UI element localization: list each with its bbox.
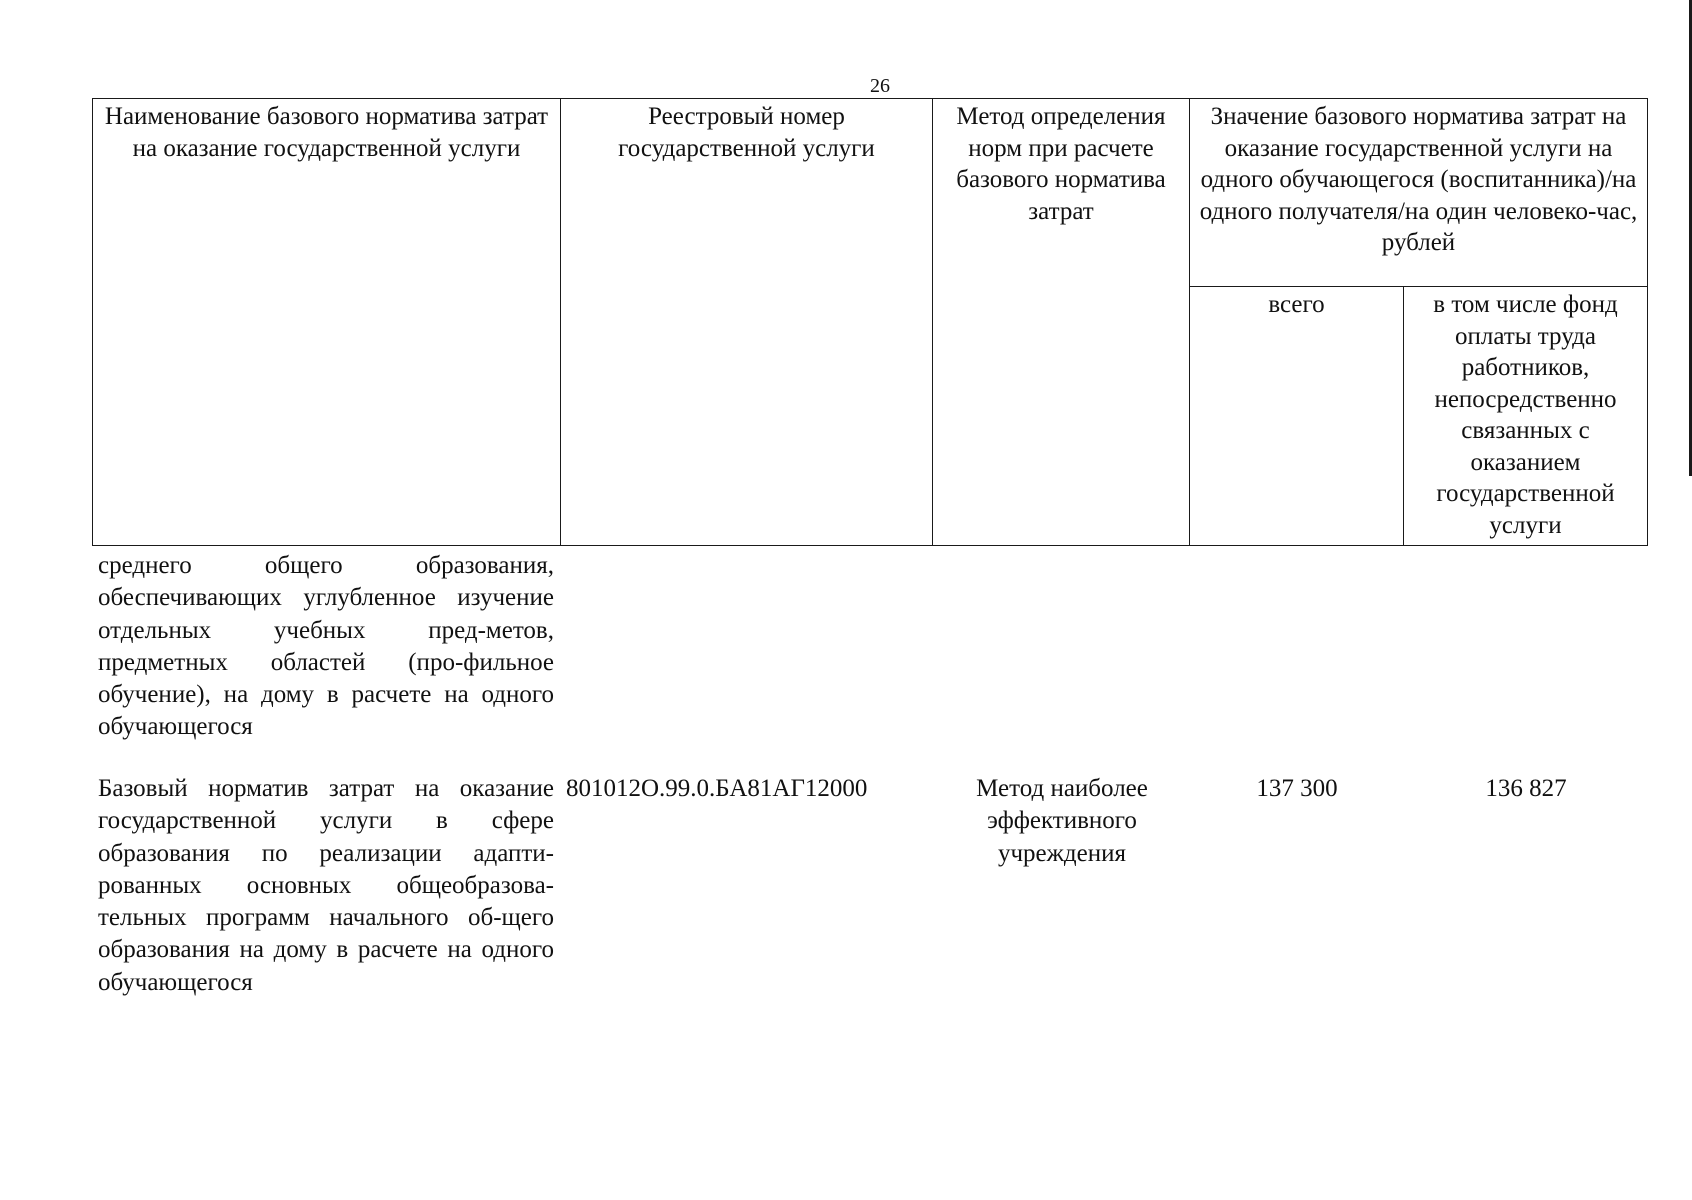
- row-2-registry: 801012О.99.0.БА81АГ12000: [566, 775, 868, 802]
- header-payroll: в том числе фонд оплаты труда работников, непосредственно связанных с оказанием государственной услуги: [1404, 287, 1648, 546]
- row-2-method: Метод наиболее эффективного учреждения: [976, 775, 1148, 867]
- table-header: [92, 98, 1648, 546]
- row-1-name: среднего общего образования, обеспечивающих углубленное изучение отдельных учебных пред-метов, предметных областей (про-фильное обучение), на дому в расчете на одного обучающегося: [98, 552, 554, 741]
- row-2-name: Базовый норматив затрат на оказание государственной услуги в сфере образования по реализации адапти-рованных основных общеобразова-тельных программ начального об-щего образования на дому в расчете на одного обучающегося: [98, 775, 554, 996]
- header-registry: Реестровый номер государственной услуги: [561, 99, 933, 546]
- row-2-payroll: 136 827: [1485, 775, 1567, 802]
- header-name: Наименование базового норматива затрат на оказание государственной услуги: [93, 99, 561, 546]
- header-value: Значение базового норматива затрат на оказание государственной услуги на одного обучающегося (воспитанника)/на одного получателя/на один человеко-час, рублей: [1190, 99, 1648, 287]
- page-number: 26: [870, 75, 890, 97]
- row-2-total: 137 300: [1256, 775, 1338, 802]
- header-total: всего: [1190, 287, 1404, 546]
- header-method: Метод определения норм при расчете базового норматива затрат: [933, 99, 1190, 546]
